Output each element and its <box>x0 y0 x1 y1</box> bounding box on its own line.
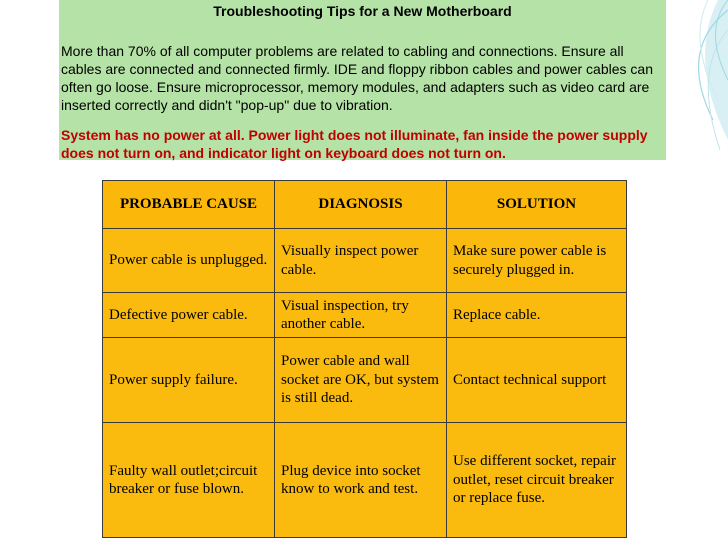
cause-cell: Power cable is unplugged. <box>103 229 275 293</box>
table-row <box>103 229 627 293</box>
header-diagnosis: DIAGNOSIS <box>275 181 447 229</box>
diagnosis-cell: Visually inspect power cable. <box>275 229 447 293</box>
tips-box <box>59 0 666 160</box>
table-header-row <box>103 181 627 229</box>
decorative-swoosh <box>658 0 728 200</box>
table-row <box>103 423 627 538</box>
solution-cell: Make sure power cable is securely plugged in. <box>447 229 627 293</box>
solution-cell: Use different socket, repair outlet, reset circuit breaker or replace fuse. <box>447 423 627 538</box>
troubleshooting-table <box>102 180 627 538</box>
cause-cell: Defective power cable. <box>103 293 275 338</box>
diagnosis-cell: Plug device into socket know to work and test. <box>275 423 447 538</box>
tips-body: More than 70% of all computer problems are related to cabling and connections. Ensure all cables are connected and connected firmly. IDE and floppy ribbon cables and power cables can often go loose. Ensure microprocessor, memory modules, and adapters such as video card are inserted correctly and didn't "pop-up" due to vibration. <box>61 43 653 113</box>
table-row <box>103 293 627 338</box>
diagnosis-cell: Visual inspection, try another cable. <box>275 293 447 338</box>
table-row <box>103 338 627 423</box>
cause-cell: Faulty wall outlet;circuit breaker or fuse blown. <box>103 423 275 538</box>
solution-cell: Contact technical support <box>447 338 627 423</box>
tips-alert: System has no power at all. Power light does not illuminate, fan inside the power supply does not turn on, and indicator light on keyboard does not turn on. <box>61 127 648 161</box>
diagnosis-cell: Power cable and wall socket are OK, but system is still dead. <box>275 338 447 423</box>
header-solution: SOLUTION <box>447 181 627 229</box>
cause-cell: Power supply failure. <box>103 338 275 423</box>
tips-title: Troubleshooting Tips for a New Motherboard <box>213 3 512 19</box>
header-probable-cause: PROBABLE CAUSE <box>103 181 275 229</box>
solution-cell: Replace cable. <box>447 293 627 338</box>
